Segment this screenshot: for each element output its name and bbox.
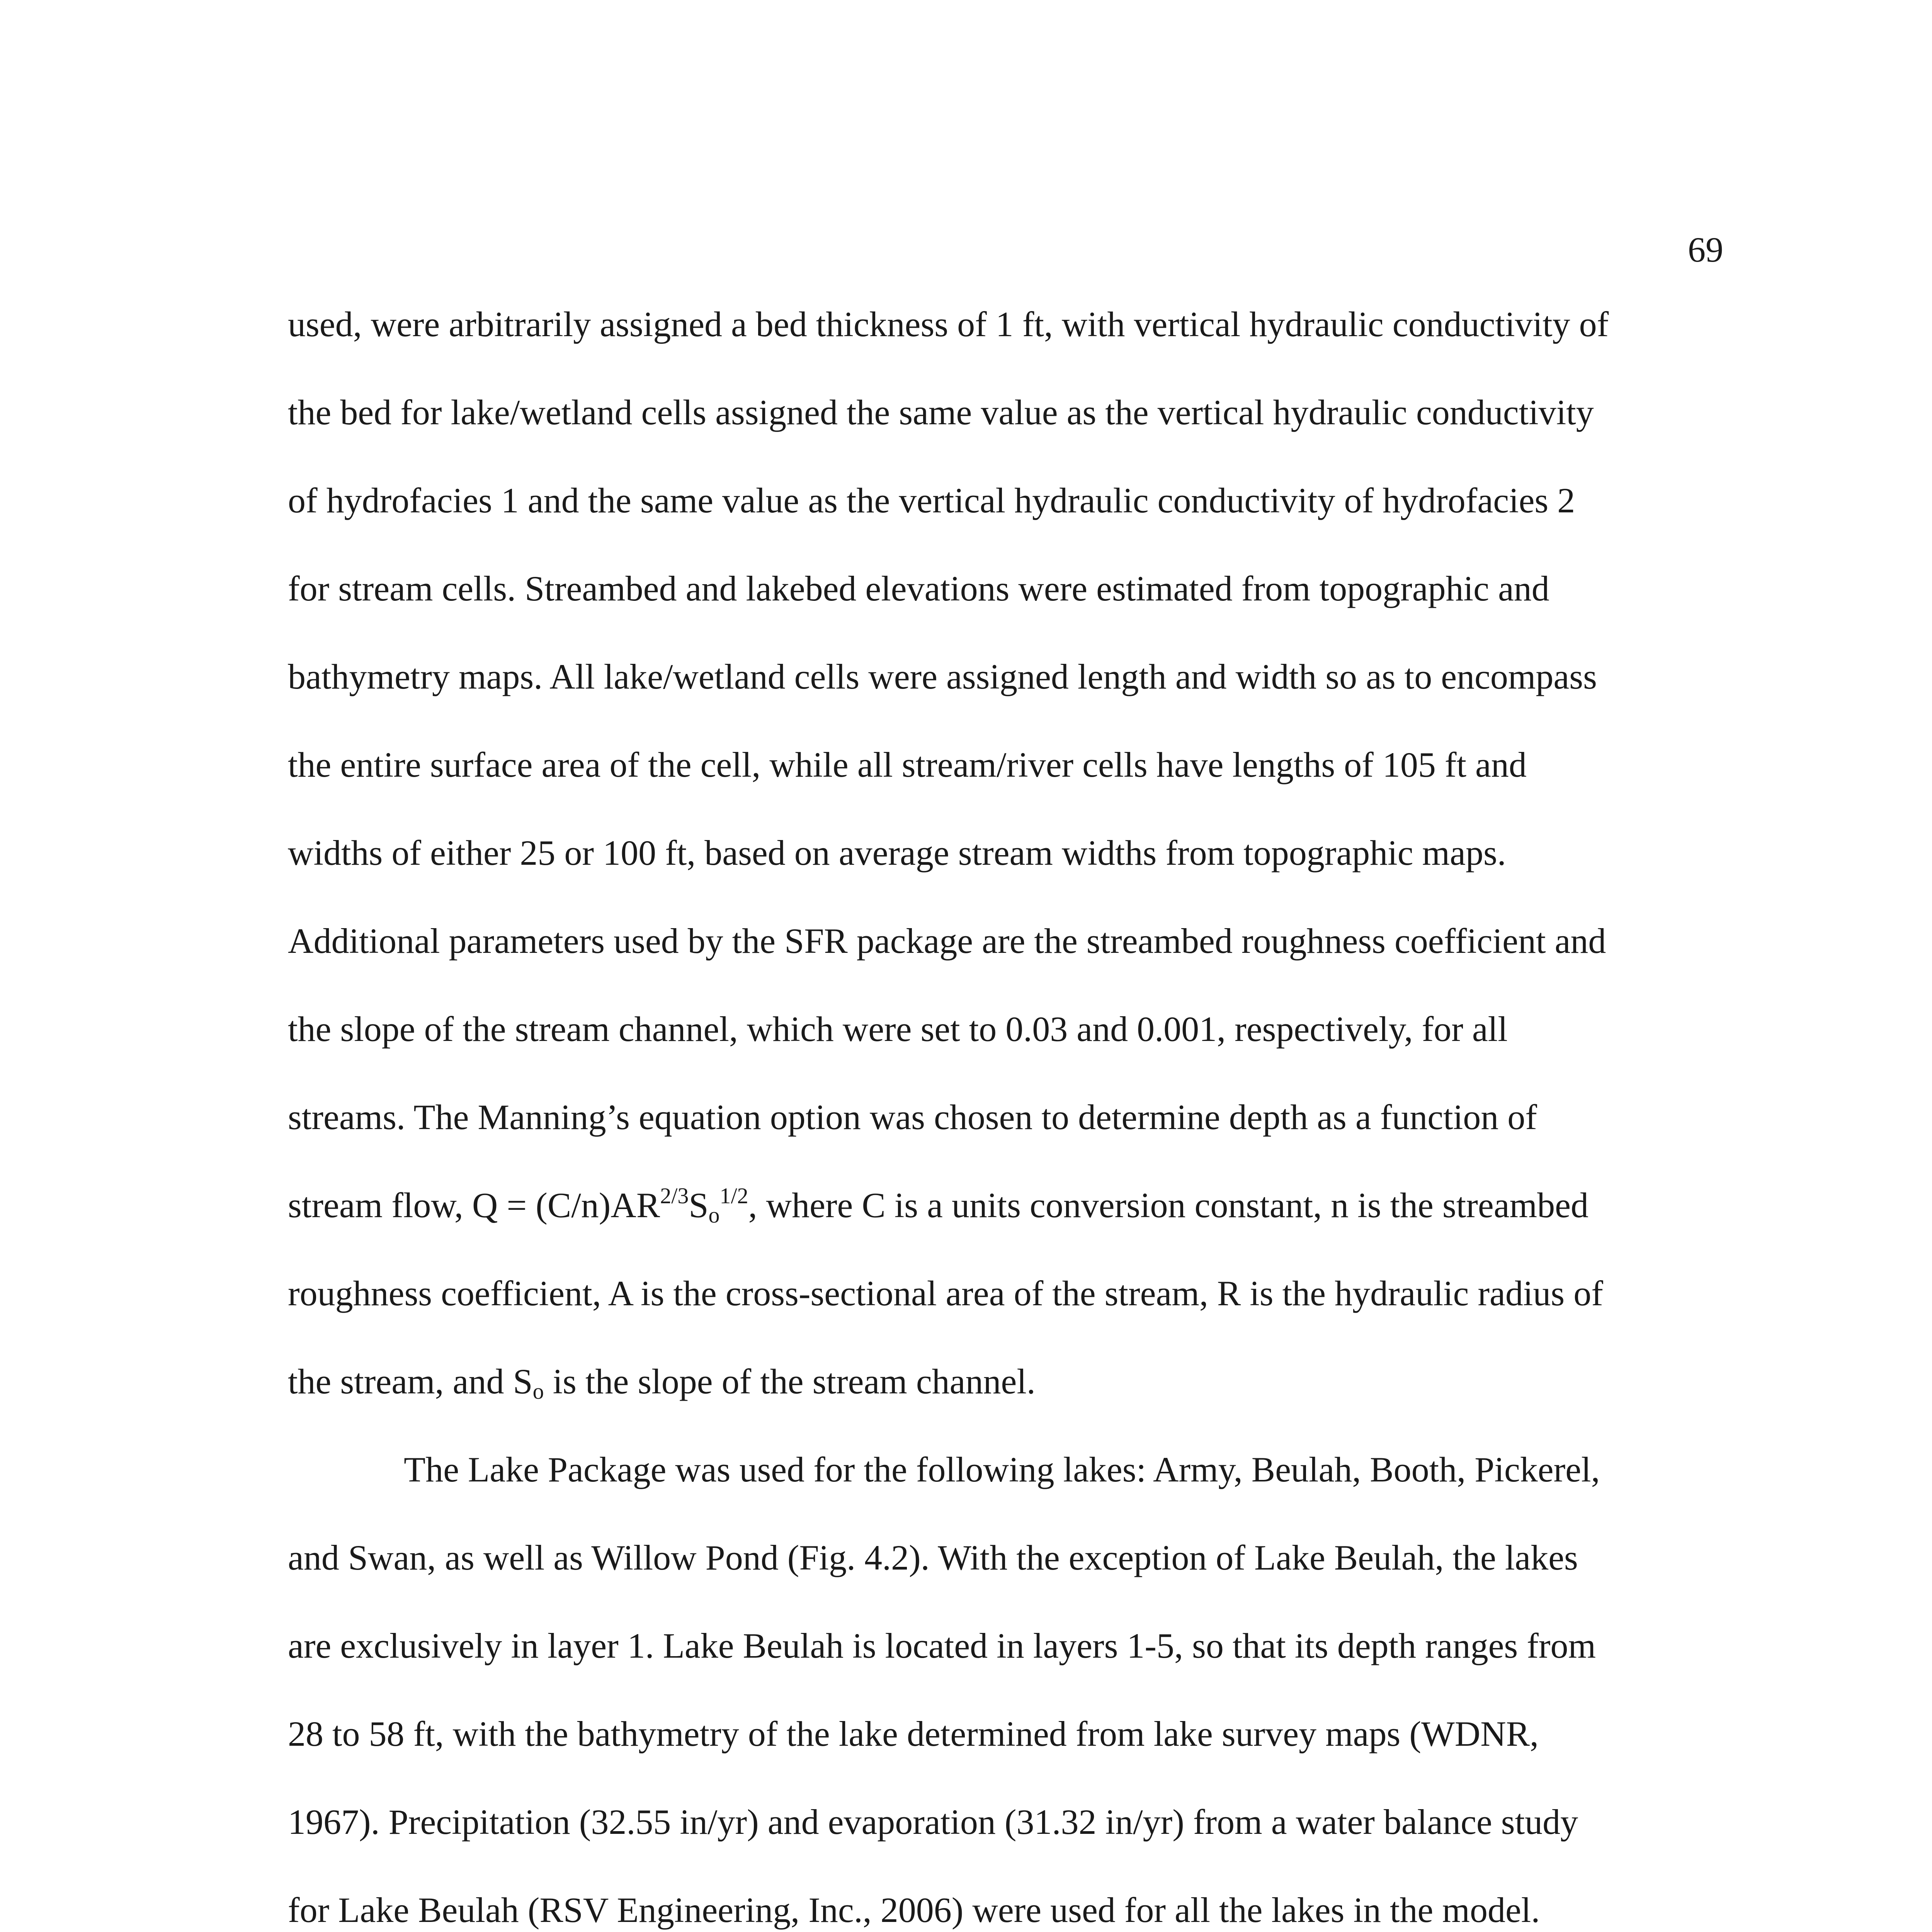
equation-prefix: stream flow, Q = (C/n)AR [288,1185,660,1225]
text-line: 1967). Precipitation (32.55 in/yr) and evaporation (31.32 in/yr) from a water balance study [288,1802,1578,1842]
text-line: are exclusively in layer 1. Lake Beulah is located in layers 1-5, so that its depth ranges from [288,1626,1596,1665]
slope-line-subscript: o [532,1379,544,1404]
slope-definition-line [288,1337,1718,1425]
text-line: of hydrofacies 1 and the same value as the vertical hydraulic conductivity of hydrofacies 2 [288,481,1575,520]
text-line: used, were arbitrarily assigned a bed thickness of 1 ft, with vertical hydraulic conductivity of [288,304,1609,344]
page-number: 69 [1688,230,1723,269]
text-line: and Swan, as well as Willow Pond (Fig. 4.2). With the exception of Lake Beulah, the lakes [288,1538,1578,1577]
equation-suffix: , where C is a units conversion constant, n is the streambed [748,1185,1588,1225]
text-line: Additional parameters used by the SFR package are the streambed roughness coefficient and [288,921,1606,961]
text-line: bathymetry maps. All lake/wetland cells were assigned length and width so as to encompass [288,657,1597,696]
slope-subscript: o [708,1202,720,1228]
exponent-one-half: 1/2 [719,1183,748,1208]
slope-line-suffix: is the slope of the stream channel. [544,1362,1036,1401]
slope-line-prefix: the stream, and S [288,1362,533,1401]
text-line: 28 to 58 ft, with the bathymetry of the lake determined from lake survey maps (WDNR, [288,1714,1539,1753]
text-line: for Lake Beulah (RSV Engineering, Inc., 2006) were used for all the lakes in the model. [288,1890,1540,1930]
text-line: roughness coefficient, A is the cross-sectional area of the stream, R is the hydraulic radius of [288,1274,1603,1313]
equation-line [288,1161,1718,1249]
text-line: the slope of the stream channel, which were set to 0.03 and 0.001, respectively, for all [288,1009,1508,1049]
text-line: the entire surface area of the cell, while all stream/river cells have lengths of 105 ft and [288,745,1527,784]
text-line: for stream cells. Streambed and lakebed elevations were estimated from topographic and [288,569,1549,608]
paragraph-first-line: The Lake Package was used for the following lakes: Army, Beulah, Booth, Pickerel, [404,1450,1600,1489]
slope-symbol: S [689,1185,709,1225]
text-line: the bed for lake/wetland cells assigned the same value as the vertical hydraulic conductivity [288,393,1594,432]
exponent-two-thirds: 2/3 [660,1183,689,1208]
body-text [288,280,1718,1932]
text-line: widths of either 25 or 100 ft, based on average stream widths from topographic maps. [288,833,1506,872]
text-line: streams. The Manning’s equation option was chosen to determine depth as a function of [288,1097,1537,1137]
